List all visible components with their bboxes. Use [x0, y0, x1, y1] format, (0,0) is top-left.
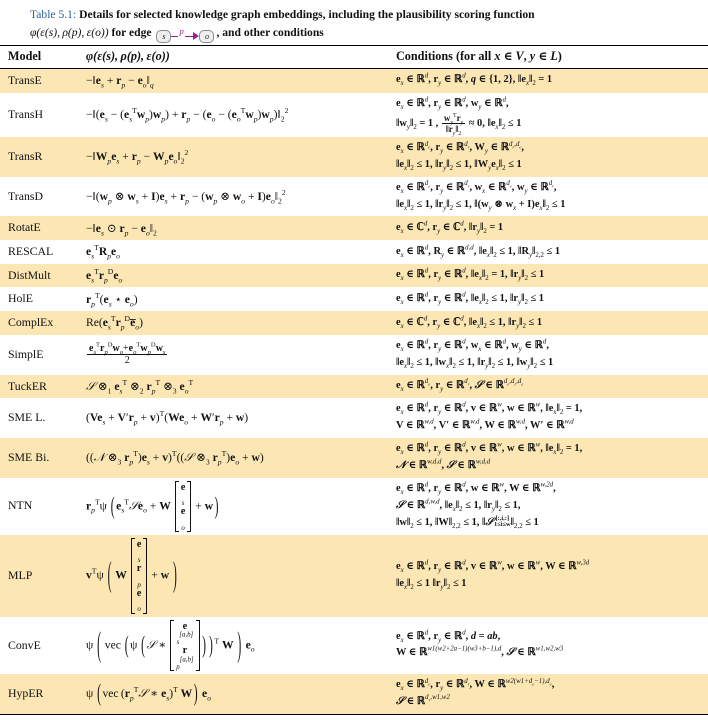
- cell-conditions: $e_x$ ∈ ℝ$^d$, $r_y$ ∈ ℝ$^d$, $‖e_x‖_2 \le 1$, $‖r_y‖_2 \le 1$: [388, 287, 708, 311]
- table-row: [0, 216, 708, 240]
- caption-tail-text: , and other conditions: [216, 25, 324, 39]
- table-row: [0, 674, 708, 714]
- cell-model: HypER: [0, 674, 78, 714]
- cell-model: TransD: [0, 177, 78, 217]
- cell-conditions: $e_x$ ∈ ℝ$^d$, $r_y$ ∈ ℝ$^d$, v ∈ ℝ$^w$, w ∈ ℝ$^w$, W ∈ ℝ$^{w,3d}$ $‖e_x‖_2 \le 1$ $‖r_y‖_2 \le 1$: [388, 535, 708, 617]
- cell-conditions: $e_x$ ∈ ℝ$^d$, $r_y$ ∈ ℝ$^d$, v ∈ ℝ$^w$, w ∈ ℝ$^w$, $‖e_x‖_2 = 1$, 𝒩 ∈ ℝ$^{w,d,d}$, 𝒮 ∈ ℝ$^{w,d,d}$: [388, 438, 708, 478]
- cell-score: $v^T\psi$ ( W e $_s$ r $_p$ e $_o$ + w ): [78, 535, 388, 617]
- cell-conditions: $e_x$ ∈ ℂ$^d$, $r_y$ ∈ ℂ$^d$, $‖r_y‖_2 = 1$: [388, 216, 708, 240]
- table-body: [0, 68, 708, 714]
- table-row: [0, 335, 708, 375]
- cell-model: RESCAL: [0, 240, 78, 264]
- kge-table: [0, 45, 708, 715]
- cell-score: $e_s^Tr_p^De_o$: [78, 264, 388, 288]
- edge-subject-node: s: [156, 30, 171, 43]
- cell-model: TransE: [0, 68, 78, 92]
- cell-score: $-‖W_pe_s + r_p$ − $W_pe_o‖_2^2$: [78, 137, 388, 177]
- cell-score: $\frac{e_s^Tr_p^Dw_o+e_o^Tw_p^Dw_s}{2}$: [78, 335, 388, 375]
- cell-conditions: $e_x$ ∈ ℝ$^d$, $R_y$ ∈ ℝ$^{d,d}$, $‖e_x‖_2 \le 1$, $‖R_y‖_{2,2} \le 1$: [388, 240, 708, 264]
- caption-formula: φ(ε(s), ρ(p), ε(o)): [30, 25, 109, 39]
- table-row: [0, 93, 708, 137]
- header-row: [0, 45, 708, 68]
- edge-predicate-label: p: [178, 25, 184, 38]
- cell-conditions: $e_x$ ∈ ℝ$^{d_e}$, $r_y$ ∈ ℝ$^{d_r}$, W ∈ ℝ$^{w2(w1+d_e-1),d_e}$, 𝒮 ∈ ℝ$^{d_r,w1,w2}$: [388, 674, 708, 714]
- cell-conditions: $e_x$ ∈ ℝ$^{d_e}$, $r_y$ ∈ ℝ$^{d_r}$, $w_x$ ∈ ℝ$^{d_e}$, $w_y$ ∈ ℝ$^{d_r}$, $‖e_x‖_2 \le 1$, $‖r_y‖_2 \le 1$, $‖(w_y$ ⊗ $w_x$ + $I)e_x‖_2 \le 1$: [388, 177, 708, 217]
- cell-score: 𝒮 $\otimes_1$ $e_s^T$ $\otimes_2$ $r_p^T$ $\otimes_3$ $e_o^T$: [78, 375, 388, 399]
- cell-model: TuckER: [0, 375, 78, 399]
- cell-score: ((𝒩 $\otimes_3$ $r_p^T)e_s$ + v)$^T$((𝒮 $\otimes_3$ $r_p^T)e_o + w$): [78, 438, 388, 478]
- cell-conditions: $e_x$ ∈ ℝ$^d$, $r_y$ ∈ ℝ$^d$, v ∈ ℝ$^w$, w ∈ ℝ$^w$, $‖e_x‖_2 = 1$, V ∈ ℝ$^{w,d}$, V′ ∈ ℝ$^{w,d}$, W ∈ ℝ$^{w,d}$, W′ ∈ ℝ$^{w,d}$: [388, 398, 708, 438]
- edge-arrow-icon: [171, 25, 199, 43]
- table-row: [0, 287, 708, 311]
- cell-conditions: $e_x$ ∈ ℝ$^{d_e}$, $r_y$ ∈ ℝ$^{d_r}$, 𝒮 ∈ ℝ$^{d_e,d_r,d_e}$: [388, 375, 708, 399]
- cell-model: ConvE: [0, 617, 78, 674]
- cell-conditions: $e_x$ ∈ ℝ$^d$, $r_y$ ∈ ℝ$^d$, $w_y$ ∈ ℝ$^d$, $‖w_y‖_2 = 1$ , $\frac{w_y^Tr_y}{‖r_y‖_2}$ ≈ 0, $‖e_x‖_2 \le 1$: [388, 93, 708, 137]
- column-header-model: Model: [0, 45, 78, 68]
- cell-score: $r_p^T\psi$ ( $e_s^T𝒮e_o + W$ e $_s$ e $_o$ + w ): [78, 478, 388, 535]
- cell-conditions: $e_x$ ∈ ℝ$^d$, $r_y$ ∈ ℝ$^d$, q ∈ {1, 2}, $‖e_x‖_2 = 1$: [388, 68, 708, 92]
- cell-score: $Re(e_s^Tr_p^De̅_o)$: [78, 311, 388, 335]
- table-row: [0, 617, 708, 674]
- table-row: [0, 137, 708, 177]
- cell-score: $(Ve_s + V'r_p + v)^T(We_o + W'r_p + w)$: [78, 398, 388, 438]
- table-row: [0, 398, 708, 438]
- cell-model: DistMult: [0, 264, 78, 288]
- cell-score: ψ ( vec ( ψ ( 𝒮 ∗ e $_s$[a,b] r $_p$[a,b] ) ) $^T$ W ) $e_o$: [78, 617, 388, 674]
- cell-model: NTN: [0, 478, 78, 535]
- table-row: [0, 177, 708, 217]
- cell-model: TransH: [0, 93, 78, 137]
- cell-score: $-‖e_s + r_p$ − $e_o‖_q$: [78, 68, 388, 92]
- cell-conditions: $e_x$ ∈ ℝ$^d$, $r_y$ ∈ ℝ$^d$, $w_x$ ∈ ℝ$^d$, $w_y$ ∈ ℝ$^d$, $‖e_x‖_2 \le 1$, $‖w_x‖_2 \le 1$, $‖r_y‖_2 \le 1$, $‖w_y‖_2 \le 1$: [388, 335, 708, 375]
- edge-object-node: o: [199, 30, 214, 43]
- cell-model: MLP: [0, 535, 78, 617]
- cell-model: ComplEx: [0, 311, 78, 335]
- caption-line1: Details for selected knowledge graph embeddings, including the plausibility scoring function: [79, 8, 535, 21]
- cell-score: $-‖(w_p$ ⊗ $w_s + I)e_s + r_p - (w_p$ ⊗ $w_o$ + $I)e_o‖_2^2$: [78, 177, 388, 217]
- cell-model: TransR: [0, 137, 78, 177]
- cell-conditions: $e_x$ ∈ ℝ$^d$, $r_y$ ∈ ℝ$^d$, w ∈ ℝ$^w$, W ∈ ℝ$^{w,2d}$, 𝒮 ∈ ℝ$^{d,w,d}$, $‖e_x‖_2 \le 1$, $‖r_y‖_2 \le 1$, $‖w‖_2 \le 1$, $‖W‖_{2,2} \le 1$, ‖𝒮 [:,i,:] 1≤i≤w $‖_{2,2} \le 1$: [388, 478, 708, 535]
- table-caption: [0, 0, 708, 45]
- table-row: [0, 240, 708, 264]
- caption-mid-text: for edge: [111, 25, 152, 39]
- table-row: [0, 535, 708, 617]
- cell-model: RotatE: [0, 216, 78, 240]
- cell-conditions: $e_x$ ∈ ℝ$^d$, $r_y$ ∈ ℝ$^d$, $‖e_x‖_2 = 1$, $‖r_y‖_2 \le 1$: [388, 264, 708, 288]
- cell-score: $-‖e_s$ ⊙ $r_p$ − $e_o‖_2$: [78, 216, 388, 240]
- table-row: [0, 264, 708, 288]
- cell-score: $e_s^TR_pe_o$: [78, 240, 388, 264]
- table-row: [0, 478, 708, 535]
- table-row: [0, 68, 708, 92]
- column-header-conditions: Conditions (for all x ∈ V, y ∈ L): [388, 45, 708, 68]
- cell-model: SimplE: [0, 335, 78, 375]
- edge-diagram: [156, 25, 214, 43]
- table-row: [0, 311, 708, 335]
- cell-conditions: $e_x$ ∈ ℝ$^d$, $r_y$ ∈ ℝ$^d$, d = ab, W ∈ ℝ$^{w1(w2+2a-1)(w3+b-1),d}$, 𝒮 ∈ ℝ$^{w1,w2,w3}$: [388, 617, 708, 674]
- cell-score: ψ ( vec ($r_p^T𝒮$ ∗ $e_s)^T$ W ) $e_o$: [78, 674, 388, 714]
- cell-model: SME L.: [0, 398, 78, 438]
- cell-score: $-‖(e_s - (e_s^Tw_p)w_p) + r_p - (e_o$ − $(e_o^Tw_p)w_p)‖_2^2$: [78, 93, 388, 137]
- table-header: [0, 45, 708, 68]
- column-header-score: φ(ε(s), ρ(p), ε(o)): [78, 45, 388, 68]
- cell-conditions: $e_x$ ∈ ℂ$^d$, $r_y$ ∈ ℂ$^d$, $‖e_x‖_2 \le 1$, $‖r_y‖_2 \le 1$: [388, 311, 708, 335]
- cell-conditions: $e_x$ ∈ ℝ$^{d_e}$, $r_y$ ∈ ℝ$^{d_r}$, $W_y$ ∈ ℝ$^{d_r,d_e}$, $‖e_x‖_2 \le 1$, $‖r_y‖_2 \le 1$, $‖W_ye_x‖_2 \le 1$: [388, 137, 708, 177]
- caption-label: Table 5.1:: [30, 8, 77, 21]
- cell-model: SME Bi.: [0, 438, 78, 478]
- cell-model: HolE: [0, 287, 78, 311]
- table-row: [0, 438, 708, 478]
- cell-score: $r_p^T(e_s$ ⋆ $e_o$): [78, 287, 388, 311]
- table-row: [0, 375, 708, 399]
